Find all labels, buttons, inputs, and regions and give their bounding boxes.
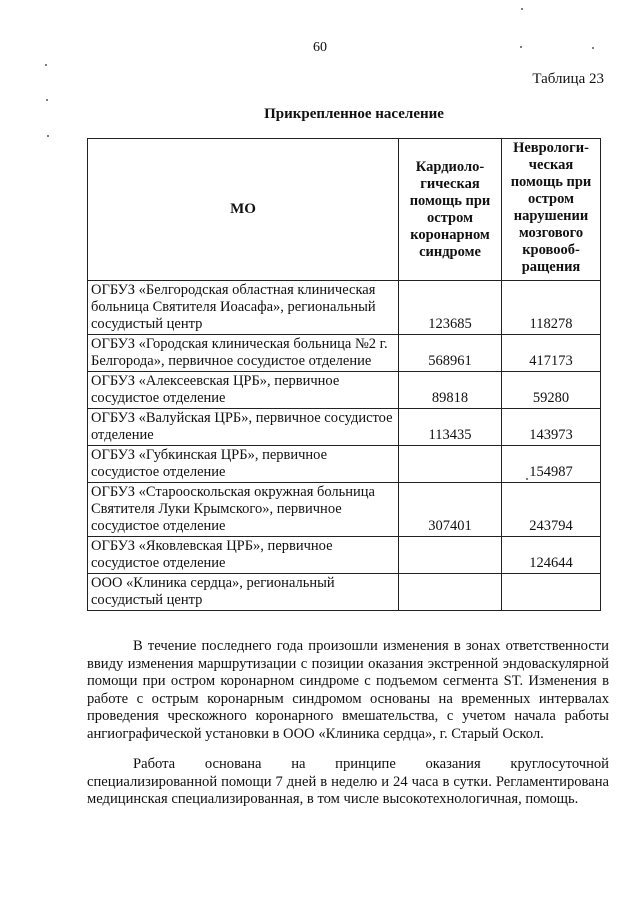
row-neuro-value (502, 574, 601, 611)
row-cardio-value: 123685 (399, 281, 502, 335)
row-name: ОГБУЗ «Старооскольская окружная больница Святителя Луки Крымского», первичное сосудистое отделение (88, 483, 399, 537)
row-neuro-value: 154987 (502, 446, 601, 483)
table-title: Прикрепленное население (264, 106, 444, 122)
row-cardio-value (399, 446, 502, 483)
table-row (88, 574, 601, 611)
header-cardio: Кардиоло-гическая помощь при остром коронарном синдроме (399, 139, 502, 281)
row-neuro-value: 143973 (502, 409, 601, 446)
row-name: ОГБУЗ «Белгородская областная клиническая больница Святителя Иоасафа», региональный сосудистый центр (88, 281, 399, 335)
paragraph-routing-changes: В течение последнего года произошли изменения в зонах ответственности ввиду изменения маршрутизации с позиции оказания экстренной эндоваскулярной помощи при остром коронарном синдроме с подъемом сегмента ST. Изменения в работе с острым коронарным синдромом основаны на временных интервалах проведения чрескожного коронарного вмешательства, с учетом начала работы ангиографической установки в ООО «Клиника сердца», г. Старый Оскол. (87, 638, 609, 742)
row-neuro-value: 243794 (502, 483, 601, 537)
table-row (88, 409, 601, 446)
row-cardio-value (399, 574, 502, 611)
table-row (88, 446, 601, 483)
page-number: 60 (313, 40, 327, 55)
row-name: ОГБУЗ «Алексеевская ЦРБ», первичное сосудистое отделение (88, 372, 399, 409)
row-name: ОГБУЗ «Городская клиническая больница №2 г. Белгорода», первичное сосудистое отделение (88, 335, 399, 372)
header-mo: МО (88, 139, 399, 281)
row-name: ОГБУЗ «Губкинская ЦРБ», первичное сосудистое отделение (88, 446, 399, 483)
paragraph-work-principle: Работа основана на принципе оказания круглосуточной специализированной помощи 7 дней в неделю и 24 часа в сутки. Регламентирована медицинская специализированная, в том числе высокотехнологичная, помощь. (87, 756, 609, 807)
row-cardio-value: 307401 (399, 483, 502, 537)
row-neuro-value: 118278 (502, 281, 601, 335)
row-cardio-value: 113435 (399, 409, 502, 446)
row-cardio-value: 568961 (399, 335, 502, 372)
header-neuro: Неврологи-ческая помощь при остром нарушении мозгового кровооб-ращения (502, 139, 601, 281)
population-table (87, 138, 601, 611)
table-row (88, 537, 601, 574)
row-name: ОГБУЗ «Яковлевская ЦРБ», первичное сосудистое отделение (88, 537, 399, 574)
row-cardio-value: 89818 (399, 372, 502, 409)
table-row (88, 372, 601, 409)
row-cardio-value (399, 537, 502, 574)
row-neuro-value: 124644 (502, 537, 601, 574)
table-row (88, 335, 601, 372)
row-name: ОГБУЗ «Валуйская ЦРБ», первичное сосудистое отделение (88, 409, 399, 446)
table-row (88, 281, 601, 335)
table-header-row (88, 139, 601, 281)
row-neuro-value: 59280 (502, 372, 601, 409)
row-neuro-value: 417173 (502, 335, 601, 372)
table-number: Таблица 23 (532, 71, 604, 87)
table-row (88, 483, 601, 537)
row-name: ООО «Клиника сердца», региональный сосудистый центр (88, 574, 399, 611)
